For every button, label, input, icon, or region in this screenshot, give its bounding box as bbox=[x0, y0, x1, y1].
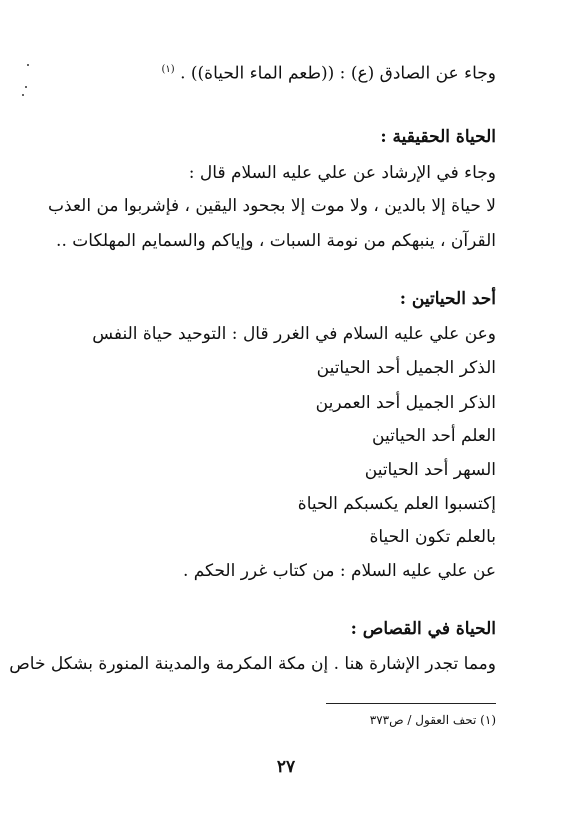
paragraph-line: عن علي عليه السلام : من كتاب غرر الحكم . bbox=[182, 561, 496, 581]
section-heading-life-in-retribution: الحياة في القصاص : bbox=[350, 619, 496, 639]
paragraph-line-1 bbox=[162, 58, 497, 86]
scan-speck bbox=[25, 86, 27, 88]
paragraph-line: وعن علي عليه السلام في الغرر قال : التوحيد حياة النفس bbox=[92, 324, 496, 344]
paragraph-line: القرآن ، ينبهكم من نومة السبات ، وإياكم والسمايم المهلكات .. bbox=[56, 231, 496, 251]
footnote-divider bbox=[326, 703, 496, 704]
paragraph-line: بالعلم تكون الحياة bbox=[369, 527, 496, 547]
paragraph-line: وجاء في الإرشاد عن علي عليه السلام قال : bbox=[188, 163, 496, 183]
footnote: (١) تحف العقول / ص٣٧٣ bbox=[369, 713, 496, 727]
paragraph-line: العلم أحد الحياتين bbox=[372, 426, 496, 446]
paragraph-line: الذكر الجميل أحد الحياتين bbox=[316, 358, 496, 378]
scan-speck bbox=[27, 64, 29, 66]
paragraph-line: ومما تجدر الإشارة هنا . إن مكة المكرمة والمدينة المنورة بشكل خاص bbox=[9, 654, 496, 674]
footnote-reference: (١) bbox=[161, 64, 175, 75]
paragraph-line: إكتسبوا العلم يكسبكم الحياة bbox=[297, 494, 496, 514]
paragraph-line: السهر أحد الحياتين bbox=[364, 460, 496, 480]
section-heading-real-life: الحياة الحقيقية : bbox=[380, 127, 496, 147]
line-text: وجاء عن الصادق (ع) : ((طعم الماء الحياة)) . bbox=[180, 63, 496, 84]
paragraph-line: الذكر الجميل أحد العمرين bbox=[315, 393, 496, 413]
section-heading-one-of-two-lives: أحد الحياتين : bbox=[399, 289, 496, 309]
page-number: ٢٧ bbox=[276, 757, 296, 777]
paragraph-line: لا حياة إلا بالدين ، ولا موت إلا بجحود اليقين ، فإشربوا من العذب bbox=[48, 196, 496, 216]
scan-speck bbox=[22, 94, 24, 96]
